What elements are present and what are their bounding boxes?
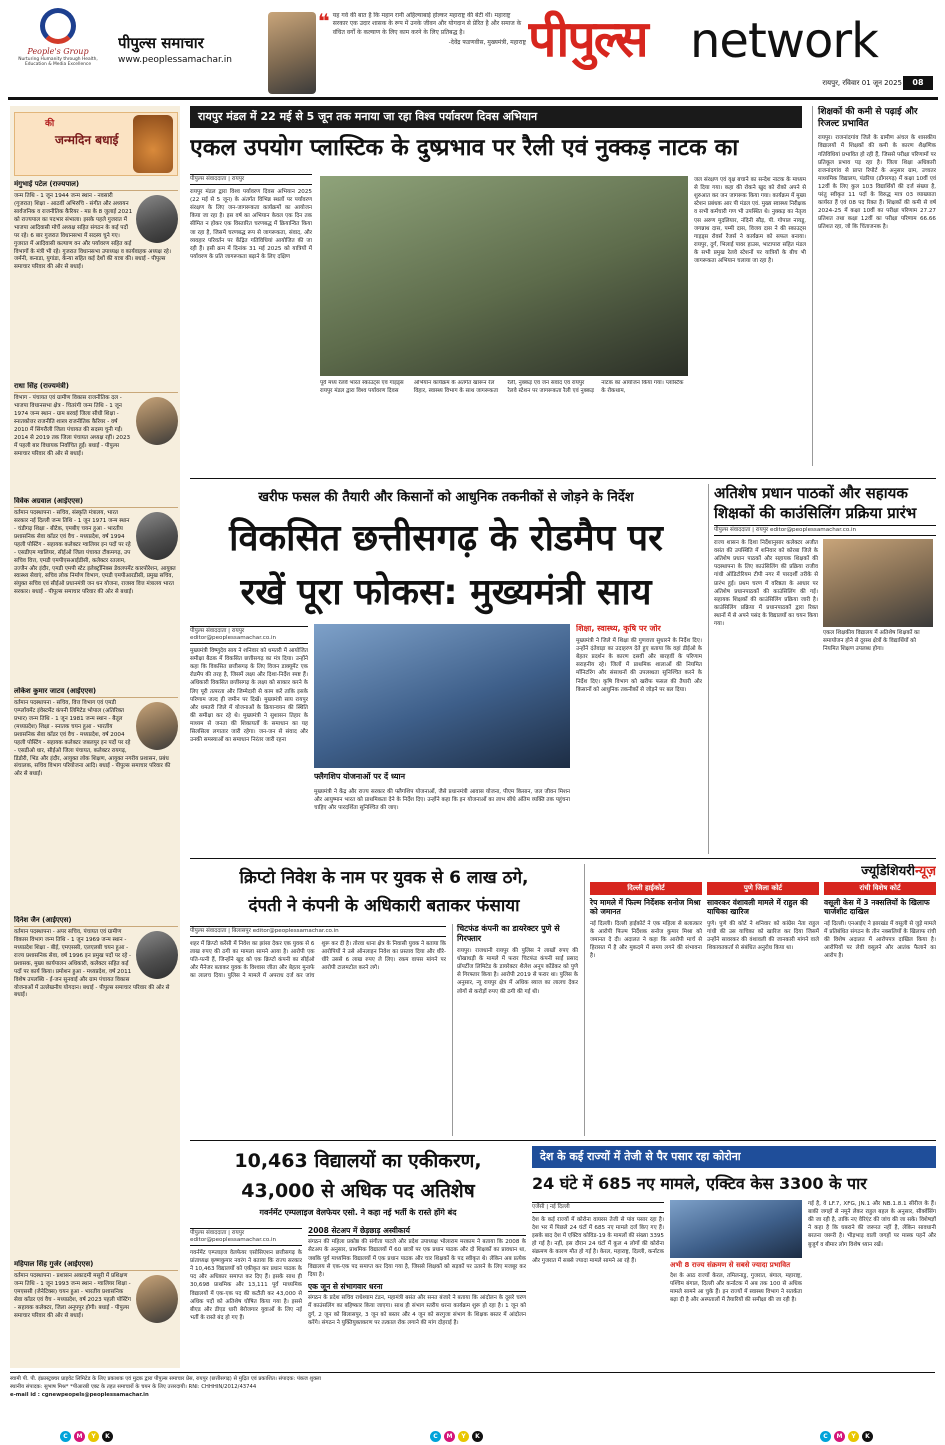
teachers-story xyxy=(812,106,936,466)
person-photo xyxy=(136,702,178,750)
judiciary-title-b: न्यूज़ xyxy=(914,864,936,879)
chitfund-headline: चिटफंड कंपनी का डायरेक्टर पुणे से गिरफ्तार xyxy=(457,924,560,943)
person-name: विवेक अग्रवाल (आईएएस) xyxy=(14,497,178,508)
cmyk-k: K xyxy=(102,1431,113,1442)
covid-side-kicker: अभी 8 राज्य संक्रमण से सबसे ज्यादा प्रभावित xyxy=(670,1261,791,1269)
imprint-line-1: स्वामी पी. पी. इंफ्रास्ट्रक्चर प्राइवेट लिमिटेड के लिए प्रकाशक एवं मुद्रक द्वारा पीपुल्स समाचार प्रेस, रायपुर (छत्तीसगढ़) से मुद्रित एवं प्रकाशित। संपादक: पंकज शुक्ला xyxy=(10,1376,321,1382)
schools-box2-text: संगठन के प्रदेश सचिव राधेश्याम टंडन, महामंत्री बसंत और सनत बंजारे ने बताया कि आंदोलन के दूसरे चरण में काउंसलिंग का बहिष्कार किया जाएगा। साथ ही संभाग स्तरीय धरना कार्यक्रम शुरू हो रहा है। 1 जून को दुर्ग, 2 जून को बिलासपुर, 3 जून को बस्तर और 4 जून को सरगुजा संभाग के शिक्षक बस्तर में आंदोलन करेंगे। संगठन ने युक्तियुक्तकरण पर तत्काल रोक लगाने की मांग दोहराई है। xyxy=(308,1295,526,1326)
cm-side-box xyxy=(576,624,702,854)
group-name: People's Group xyxy=(27,47,89,56)
crypto-body xyxy=(190,924,446,1136)
section-rule xyxy=(190,858,936,859)
schools-email[interactable]: editor@peoplessamachar.co.in xyxy=(190,1236,277,1243)
cm-meeting-photo xyxy=(314,624,570,768)
person-name: दिनेश जैन (आईएएस) xyxy=(14,916,178,927)
headmaster-text: राज्य शासन के दिशा निर्देशानुसार कलेक्टर अजीत वसंत की उपस्थिति में शनिवार को कोरबा जिले के अतिशेष प्रधान पाठकों और सहायक शिक्षकों की पदस्थापना के लिए काउंसिलिंग की प्रक्रिया राजीव गांधी ऑडिटोरियम टीपी नगर में पारदर्शी तरीके से प्रारंभ हुई। प्रथम चरण में वरिष्ठता के आधार पर अतिशेष प्रधानपाठकों की काउंसिलिंग की गई। सहायक शिक्षकों की काउंसिलिंग प्रक्रिया जारी है। काउंसिलिंग प्रक्रिया में प्रधानपाठकों द्वारा रिक्त स्थानों में से अपने पसंद के विद्यालयों का चयन किया गया। xyxy=(714,539,818,628)
teachers-text: रायपुर। राजनांदगांव जिले के ग्रामीण अंचल के शासकीय विद्यालयों में शिक्षकों की कमी के कारण शैक्षणिक गतिविधियां प्रभावित हो रही हैं, जिससे परीक्षा परिणामों पर प्रतिकूल प्रभाव पड़ रहा है। जिला शिक्षा अधिकारी राजनांदगांव से प्राप्त रिपोर्ट के अनुसार ग्राम, उच्चतर माध्यमिक विद्यालय, पंडरिया (डोंगरगढ़) में कक्षा 10वीं एवं 12वीं के लिए कुल 103 विद्यार्थियों की दर्ज संख्या है, परंतु स्वीकृत 11 पदों के विरुद्ध मात्र 03 व्याख्याता कार्यरत हैं एवं 08 पद रिक्त हैं। शिक्षकों की कमी से वर्ष 2024-25 में कक्षा 10वीं का परीक्षा परिणाम 27.27 प्रतिशत तथा कक्षा 12वीं का परीक्षा परिणाम 66.66 प्रतिशत रहा, जो कि चिंताजनक है। xyxy=(818,135,936,231)
judiciary-tag: पुणे जिला कोर्ट xyxy=(707,882,819,895)
person-name: मंगुभाई पटेल (राज्यपाल) xyxy=(14,180,178,191)
crypto-headline-2: दंपती ने कंपनी के अधिकारी बताकर फंसाया xyxy=(248,896,520,916)
cm-kicker: खरीफ फसल की तैयारी और किसानों को आधुनिक तकनीकों से जोड़ने के निर्देश xyxy=(258,490,634,505)
cmyk-y: Y xyxy=(458,1431,469,1442)
quote-box xyxy=(318,12,526,94)
person-bio: वर्तमान पदस्थापना - सचिव, वित्त विभाग एवं एमडी एम्प्लॉयमेंट इंवेस्टमेंट कंपनी लिमिटेड भोपाल (अतिरिक्त प्रभार) जन्म तिथि - 1 जून 1981 जन्म स्थान - बैतूल (मध्यप्रदेश) शिक्षा - स्नातक चयन हुआ - भारतीय प्रशासनिक सेवा कॉडर एवं वैच - मध्यप्रदेश, वर्ष 2004 पहली पोस्टिंग - सहायक कलेक्टर जबलपुर इन पदों पर रहे - एसडीओ धार, सीईओ जिला पंचायत, कलेक्टर रायगढ़, डिंडोरी, भिंड और इंदौर, आयुक्त लोक शिक्षण, आयुक्त नगरीय प्रशासन, प्रबंध संचालक, सचिव विभाग परियोजना आदि। बधाई - पीपुल्स समाचार परिवार की ओर से बधाई। xyxy=(14,699,171,778)
cmyk-c: C xyxy=(820,1431,831,1442)
cmyk-y: Y xyxy=(848,1431,859,1442)
birthday-person xyxy=(14,180,178,398)
headmaster-story xyxy=(708,484,936,854)
crypto-byline xyxy=(190,926,446,937)
judiciary-tag: दिल्ली हाईकोर्ट xyxy=(590,882,702,895)
headmaster-byline xyxy=(714,525,936,536)
imprint-footer xyxy=(10,1372,935,1428)
judiciary-tag: रांची विशेष कोर्ट xyxy=(824,882,936,895)
schools-boxes xyxy=(308,1226,526,1368)
judiciary-title xyxy=(590,864,936,880)
birthday-header xyxy=(14,112,178,176)
person-photo xyxy=(136,1275,178,1323)
story1-kicker: रायपुर मंडल में 22 मई से 5 जून तक मनाया जा रहा विश्व पर्यावरण दिवस अभियान xyxy=(190,106,802,128)
judiciary-title-a: ज्यूडिशियरी xyxy=(861,864,915,879)
schools-headline-1: 10,463 विद्यालयों का एकीकरण, xyxy=(234,1150,482,1172)
covid-byline: एजेंसी | नई दिल्ली xyxy=(532,1202,664,1213)
cm-text-flagship: मुख्यमंत्री ने केंद्र और राज्य सरकार की फ्लैगशिप योजनाओं, जैसे प्रधानमंत्री आवास योजना, पीएम किसान, जल जीवन मिशन और आयुष्मान भारत को प्राथमिकता देने के निर्देश दिए। उन्होंने कहा कि इन योजनाओं का लाभ सीधे अंतिम व्यक्ति तक पहुंचना चाहिए और पारदर्शिता सुनिश्चित की जाए। xyxy=(314,789,570,812)
headmaster-byline-text: पीपुल्स संवाददाता | रायपुर xyxy=(714,527,769,533)
cm-side-text: मुख्यमंत्री ने जिले में शिक्षा की गुणवत्ता सुधारने के निर्देश दिए। उन्होंने दंतेवाड़ा का उदाहरण देते हुए बताया कि वहां डीईओ के बेहतर प्रदर्शन के कारण दसवीं और बारहवीं के परिणाम सराहनीय रहे। जिलों में प्राथमिक शालाओं की नियमित मॉनिटरिंग और संसाधनों की उपलब्धता सुनिश्चित करने के निर्देश दिए। कृषि विभाग को खरीफ फसल की तैयारी और किसानों को आधुनिक तकनीकों से जोड़ने पर बल दिया। xyxy=(576,638,702,693)
birthday-person xyxy=(14,497,178,687)
judiciary-text: नई दिल्ली। एनआईए ने झारखंड में वसूली से जुड़े मामले में प्रतिबंधित संगठन के तीन नक्सलियों के खिलाफ रांची की विशेष अदालत में आरोपपत्र दाखिल किया है। आरोपियों पर लेवी वसूलने और आतंक फैलाने का आरोप है। xyxy=(824,920,936,960)
cmyk-marks xyxy=(60,1430,146,1442)
cm-byline-text: पीपुल्स संवाददाता | रायपुर xyxy=(190,628,245,634)
covid-side xyxy=(670,1200,802,1368)
cmyk-c: C xyxy=(430,1431,441,1442)
headmaster-headline: अतिशेष प्रधान पाठकों और सहायक शिक्षकों की काउंसिलिंग प्रक्रिया प्रारंभ xyxy=(714,484,917,522)
cmyk-m: M xyxy=(74,1431,85,1442)
covid-side-text: देश के आठ राज्यों केरल, तमिलनाडु, गुजरात, बंगाल, महाराष्ट्र, पश्चिम बंगाल, दिल्ली और कर्नाटक में अब तक 100 से अधिक मामले सामने आ चुके हैं। इन राज्यों में स्वास्थ्य विभाग ने सतर्कता बढ़ा दी है और अस्पतालों में तैयारियों की समीक्षा की जा रही है। xyxy=(670,1272,802,1304)
rally-photo xyxy=(320,176,688,376)
story1-headline: एकल उपयोग प्लास्टिक के दुष्प्रभाव पर रैली एवं नुक्कड़ नाटक का xyxy=(190,135,739,161)
cmyk-y: Y xyxy=(88,1431,99,1442)
person-bio: जन्म तिथि - 1 जून 1944 जन्म स्थान - नवसारी (गुजरात) शिक्षा - आठवीं अभिरुचि - संगीत और अध्ययन सार्वजनिक व राजनीतिक कैरियर - मप्र के 8 जुलाई 2021 को राज्यपाल का पदभार संभाला। इसके पहले गुजरात में भाजपा आदिवासी मोर्चे अध्यक्ष सहित संगठन के कई पदों पर रहे। 6 बार गुजरात विधानसभा में सदस्य चुने गए। गुजरात में आदिवासी कल्याण वन और पर्यावरण सहित कई विभागों के मंत्री भी रहे। गुजरात विधानसभा उपाध्यक्ष व कार्यवाहक अध्यक्ष रहे। जर्मनी, कनाडा, युगांडा, केन्या सहित कई देशों की यात्रा की। बधाई - पीपुल्स समाचार परिवार की ओर से बधाई। xyxy=(14,192,171,271)
quote-text: यह गर्व की बात है कि महान रानी अहिल्याबाई होल्कर महाराष्ट्र की बेटी थीं। महाराष्ट्र सरकार एक उदार शासक के रूप में उनके जीवन और योगदान से प्रेरित है और समाज के वंचित वर्गों के कल्याण के लिए काम करने के लिए प्रतिबद्ध है। xyxy=(332,12,522,36)
person-bio: वर्तमान पदस्थापना - प्रशासन अकादमी मसूरी में प्रशिक्षण जन्म तिथि - 1 जून 1993 जन्म स्थान - ग्वालियर शिक्षा - एमएससी (जेनेटिक्स) चयन हुआ - भारतीय प्रशासनिक सेवा कॉडर एवं वैच - मध्यप्रदेश, वर्ष 2023 पहली पोस्टिंग - सहायक कलेक्टर, जिला अनूपपुर होगी। बधाई - पीपुल्स समाचार परिवार की ओर से बधाई। xyxy=(14,1272,131,1319)
quote-author: -देवेंद्र फडणवीस, मुख्यमंत्री, महाराष्ट्र xyxy=(448,38,526,46)
vaccine-photo xyxy=(670,1200,802,1258)
cm-byline xyxy=(190,626,308,644)
page-number: 08 xyxy=(903,76,933,90)
story1-byline: पीपुल्स संवाददाता | रायपुर xyxy=(190,174,312,185)
headmaster-email[interactable]: editor@peoplessamachar.co.in xyxy=(770,527,857,533)
judiciary-headline: वसूली केस में 3 नक्सलियों के खिलाफ चार्जशीट दाखिल xyxy=(824,898,930,917)
story1-text-b: जल संरक्षण एवं वृक्ष बचाने का सन्देश नाटक के माध्यम से दिया गया। कहा की रोकने खुद को रोको अपने से शुरुआत कर जन जागरूक किया गया। कार्यक्रम में मुख्य स्टेशन प्रबंधक आर पी मंडल एवं. मुख्य स्वास्थ्य निरीक्षक व सभी कर्मचारी गण भी उपस्थित थे। नुक्कड़ का नेतृत्व एस अरुण मुदलियार, नंदिनी सौड़, पी. गोपाल नायडू, जगन्नाथ दास, पम्मी दास, विजय दास ने की स्काउट्स गाइड्स रोवर्स रेंजर्स ने कार्यक्रम को सफल बनाया। रायपुर, दुर्ग, भिलाई पावर हाउस, भाटापारा सहित मंडल के सभी प्रमुख रेलवे स्टेशनों पर यात्रियों के बीच भी जागरूकता अभियान चलाया जा रहा है। xyxy=(694,177,806,265)
teachers-headline: शिक्षकों की कमी से पढ़ाई और रिजल्ट प्रभावित xyxy=(818,107,918,130)
schools-box2-title: एक जून से संभागवार धरना xyxy=(308,1282,526,1292)
dateline: रायपुर, रविवार 01 जून 2025 xyxy=(822,79,902,87)
schools-byline-text: पीपुल्स संवाददाता | रायपुर xyxy=(190,1230,245,1236)
schools-box-text: संगठन की महिला प्रकोष्ठ की संगीता पाटले और प्रदेश उपाध्यक्ष भोलाराम मरकाम ने बताया कि 2008 के सेटअप के अनुसार, प्राथमिक विद्यालयों में 60 छात्रों पर एक प्रधान पाठक और दो शिक्षकों का प्रावधान था, जबकि पूर्व माध्यमिक विद्यालयों में एक प्रधान पाठक और चार शिक्षकों के पद स्वीकृत थे। लेकिन अब प्रत्येक विद्यालय से एक-एक पद समाप्त कर दिया गया है, जिससे शिक्षकों को सड़कों पर उतरने के लिए मजबूर कर दिया है। xyxy=(308,1239,526,1278)
cmyk-k: K xyxy=(472,1431,483,1442)
cmyk-c: C xyxy=(60,1431,71,1442)
paper-brand xyxy=(118,34,268,74)
story1-text-a: रायपुर मंडल द्वारा विश्व पर्यावरण दिवस अभियान 2025 (22 मई से 5 जून) के अंतर्गत विभिन्न स्थलों पर पर्यावरण संरक्षण के लिए जन-जागरूकता कार्यक्रमों का आयोजन किया जा रहा है। इस वर्ष का अभियान केवल एक दिन तक सीमित न होकर एक विस्तारित चरणबद्ध में क्रियान्वित किया जा रहा है, जिसमें चरणबद्ध रूप से जागरूकता, संवाद, और व्यवहार परिवर्तन पर केंद्रित गतिविधियां आयोजित की जा रही हैं। इसी क्रम में दिनांक 31 मई 2025 को यात्रियों में पर्यावरण के प्रति जागरूकता बढ़ाने के लिए दक्षिण xyxy=(190,188,312,260)
imprint-line-2: स्थानीय संपादक: सुभाष मिश्र* *पीआरबी एक्ट के तहत समाचारों के चयन के लिए उत्तरदायी। RNI: CHHHIN/2012/43744 xyxy=(10,1384,257,1391)
judiciary-headline: सावरकर वंशावली मामले में राहुल की याचिका खारिज xyxy=(707,898,808,917)
counseling-photo xyxy=(823,539,933,627)
crypto-byline-text: पीपुल्स संवाददाता | बिलासपुर xyxy=(190,928,251,934)
group-logo-icon xyxy=(40,8,76,44)
cm-side-kicker: शिक्षा, स्वास्थ्य, कृषि पर जोर xyxy=(576,624,661,633)
person-bio: वर्तमान पदस्थापना - अपर सचिव, पंचायत एवं ग्रामीण विकास विभाग जन्म तिथि - 1 जून 1969 जन्म स्थान - मध्यप्रदेश शिक्षा - बीई, एमएससी, एलएलबी चयन हुआ - राज्य प्रशासनिक सेवा, वर्ष 1996 इन प्रमुख पदों पर रहे - प्रशासक, मुख्य कार्यपालन अधिकारी, कलेक्टर सहित कई पदों पर कार्य किया। प्रमोशन हुआ - मध्यप्रदेश, वर्ष 2011 विशेष उपलब्धि - ई-जन सुनवाई और ग्राम पंचायत विकास योजनाओं में उल्लेखनीय योगदान। बधाई - पीपुल्स समाचार परिवार की ओर से बधाई। xyxy=(14,928,170,999)
cm-portrait xyxy=(268,12,316,94)
group-tagline: Nurturing Humanity through Health, Education & Media Excellence xyxy=(18,57,98,68)
covid-headline: 24 घंटे में 685 नए मामले, एक्टिव केस 3300 के पार xyxy=(532,1174,867,1193)
section-rule xyxy=(190,478,936,479)
birthday-person xyxy=(14,382,178,496)
cake-icon xyxy=(133,115,173,173)
person-bio: वर्तमान पदस्थापना - सचिव, संस्कृति मंत्रालय, भारत सरकार नई दिल्ली जन्म तिथि - 1 जून 1971 जन्म स्थान - चंडीगढ़ शिक्षा - बीटेक, एमबीए चयन हुआ - भारतीय प्रशासनिक सेवा कॉडर एवं वैच - मध्यप्रदेश, वर्ष 1994 पहली पोस्टिंग - सहायक कलेक्टर ग्वालियर इन पदों पर रहे - एसडीएम ग्वालियर, सीईओ जिला पंचायत टीकमगढ़, उप सचिव वित्त, एमडी एमपीएसआईडीसी, कलेक्टर रतलाम, उज्जैन और इंदौर, एमडी एमपी स्टेट इलेक्ट्रॉनिक्स डेवलपमेंट कारपोरेशन, आयुक्त स्वास्थ्य सेवाएं, सचिव लोक निर्माण विभाग, एमडी एमपीआरडीसी, प्रमुख सचिव, संयुक्त सचिव एवं सीईओ प्रधानमंत्री जन धन योजना, राजस्व वित्त मंत्रालय भारत सरकार। बधाई - पीपुल्स समाचार परिवार की ओर से बधाई। xyxy=(14,509,176,596)
story1-body-left xyxy=(190,172,312,476)
cm-body-left xyxy=(190,624,308,854)
covid-text-b: गई है, वे LF.7, XFG, JN.1 और NB.1.8.1 सीरीज के हैं। बाकी जगहों से नमूने लेकर राहुल बहल के अनुसार, सीक्वेंसिंग की जा रही है, ताकि नए वेरिएंट की जांच की जा सके। विशेषज्ञों ने कहा है कि घबराने की जरूरत नहीं है, लेकिन सावधानी बरतना जरूरी है। भीड़भाड़ वाली जगहों पर मास्क पहनें और बुजुर्ग व बीमार लोग विशेष ध्यान रखें। xyxy=(808,1201,936,1248)
person-bio: विभाग - पंचायत एवं ग्रामीण विकास राजनीतिक दल - भाजपा विधानसभा क्षेत्र - चितरंगी जन्म तिथि - 1 जून 1974 जन्म स्थान - ग्राम बरवई जिला सीधी शिक्षा - स्नातकोत्तर राजनीति शास्त्र राजनीतिक कैरियर - वर्ष 2010 में सिंगरौली जिला पंचायत की सदस्य चुनी गईं। 2014 से 2019 तक जिला पंचायत अध्यक्ष रहीं। 2023 में पहली बार विधायक निर्वाचित हुईं। बधाई - पीपुल्स समाचार परिवार की ओर से बधाई। xyxy=(14,394,131,457)
covid-text-a: देश के कई राज्यों में कोरोना वायरस तेजी से पांव पसार रहा है। देश भर में पिछले 24 घंटों में 685 नए मामले दर्ज किए गए हैं। इसके बाद देश में एक्टिव कोविड-19 के मामलों की संख्या 3395 हो गई है। नहीं, इस दौरान 24 घंटों में कुल 4 लोगों की कोरोना संक्रमण के कारण मौत हो गई है। केरल, महाराष्ट्र, दिल्ली, कर्नाटक और गुजरात में सबसे ज्यादा मामले सामने आ रहे हैं। xyxy=(532,1216,664,1264)
page-title-hindi: पीपुल्स xyxy=(528,9,647,68)
cm-email[interactable]: editor@peoplessamachar.co.in xyxy=(190,634,277,641)
page-title-english: network xyxy=(690,13,878,69)
masthead-rule xyxy=(8,97,938,100)
judiciary-item xyxy=(824,882,936,960)
person-name: लोकेश कुमार जाटव (आईएएस) xyxy=(14,687,178,698)
judiciary-text: नई दिल्ली। दिल्ली हाईकोर्ट ने एक महिला से बलात्कार के आरोपी फिल्म निर्देशक सनोज कुमार मिश्रा को जमानत दे दी। अदालत ने कहा कि आरोपी मार्च से हिरासत में है और मुकदमे में समय लगने की संभावना है। xyxy=(590,920,702,960)
person-name: राधा सिंह (राज्यमंत्री) xyxy=(14,382,178,393)
judiciary-section xyxy=(584,864,936,1136)
covid-kicker: देश के कई राज्यों में तेजी से पैर पसार रहा कोरोना xyxy=(532,1146,936,1168)
schools-body xyxy=(190,1226,302,1368)
headmaster-photo-caption: एकल शिक्षकीय विद्यालय में अतिशेष शिक्षकों का समायोजन होने से दूरस्थ क्षेत्रों के विद्यार्थियों को नियमित शिक्षण उपलब्ध होगा। xyxy=(823,629,920,652)
judiciary-item xyxy=(590,882,702,960)
judiciary-item xyxy=(707,882,819,960)
cmyk-marks xyxy=(430,1430,516,1442)
cmyk-m: M xyxy=(834,1431,845,1442)
schools-subhead: गवर्नमेंट एम्पलाइज वेलफेयर एसो. ने कहा नई भर्ती के रास्ते होंगे बंद xyxy=(259,1208,457,1217)
birthday-person xyxy=(14,916,178,1256)
group-logo xyxy=(8,6,108,98)
chitfund-box xyxy=(452,924,578,1136)
imprint-email[interactable]: e-mail id : cgnewpeopels@peoplessamachar.in xyxy=(10,1392,149,1399)
birthday-person xyxy=(14,1260,178,1368)
chitfund-text: रायपुर। राजधानी रायपुर की पुलिस ने लाखों रुपए की धोखाधड़ी के मामले में फरार चिटफंड कंपनी साईं प्रसाद प्रॉपर्टीज लिमिटेड के डायरेक्टर शैलेश अनूप कोंडेकर को पुणे से गिरफ्तार किया है। आरोपी 2019 से फरार था। पुलिस के अनुसार, न्यू रायपुर क्षेत्र में अधिक ब्याज का लालच देकर लोगों से करोड़ों रुपए की ठगी की गई थी। xyxy=(457,948,578,995)
cmyk-marks xyxy=(820,1430,906,1442)
paper-name: पीपुल्स समाचार xyxy=(118,34,204,52)
cm-headline-1: विकसित छत्तीसगढ़ के रोडमैप पर xyxy=(229,518,663,559)
covid-body xyxy=(532,1200,664,1368)
crypto-email[interactable]: editor@peoplessamachar.co.in xyxy=(252,928,339,934)
person-photo xyxy=(136,512,178,560)
crypto-headline-1: क्रिप्टो निवेश के नाम पर युवक से 6 लाख ठगे, xyxy=(239,868,529,888)
judiciary-text: पुणे। पुणे की कोर्ट ने शनिवार को कांग्रेस नेता राहुल गांधी की उस याचिका को खारिज कर दिया जिसमें उन्होंने सावरकर की वंशावली की जानकारी मांगने वाले शिकायतकर्ता से संबंधित अनुरोध किया था। xyxy=(707,920,819,952)
person-photo xyxy=(136,195,178,243)
crypto-text: शहर में क्रिप्टो करेंसी में निवेश का झांसा देकर एक युवक से 6 लाख रुपए की ठगी का मामला सामने आया है। आरोपी एक पति-पत्नी हैं, जिन्होंने खुद को एक क्रिप्टो कंपनी का सीईओ और मैनेजर बताकर युवक के विश्वास जीता और बेहतर मुनाफे का लालच दिया। पुलिस ने मामले में अपराध दर्ज कर जांच शुरू कर दी है। तोरवा थाना क्षेत्र के निवासी युवक ने बताया कि आरोपियों ने उसे ऑनलाइन निवेश का प्रस्ताव दिया और धीरे-धीरे उससे 6 लाख रुपए ले लिए। रकम वापस मांगने पर आरोपी टालमटोल करने लगे। xyxy=(190,940,446,980)
section-rule xyxy=(190,1140,936,1141)
schools-box-title: 2008 सेटअप में छेड़छाड़ अस्वीकार्य xyxy=(308,1226,526,1236)
cm-photo-caption: फ्लैगशिप योजनाओं पर दें ध्यान xyxy=(314,772,406,781)
person-name: महिपाल सिंह गुर्जर (आईएएस) xyxy=(14,1260,178,1271)
birthday-person xyxy=(14,687,178,912)
birthday-header-title: जन्मदिन बधाई xyxy=(55,133,119,148)
quote-mark-icon: ❝ xyxy=(318,12,330,33)
cmyk-m: M xyxy=(444,1431,455,1442)
story1-caption: पूर्व मध्य रेलवे भारत स्काउट्स एवं गाइड्स रायपुर मंडल द्वारा विश्व पर्यावरण दिवस अभियान कार्यक्रम के अंतर्गत खारून रेल विहार, स्वास्थ्य विभाग के साथ जागरूकता रैली, नुक्कड़ एवं जन संवाद एवं रायपुर रेलवे स्टेशन पर जागरूकता रैली एवं नुक्कड़ नाटक का आयोजन किया गया। प्लास्टिक के रोकथाम, xyxy=(320,380,684,394)
cm-headline-2: रखें पूरा फोकस: मुख्यमंत्री साय xyxy=(240,572,652,613)
schools-headline-2: 43,000 से अधिक पद अतिशेष xyxy=(241,1180,475,1202)
judiciary-headline: रेप मामले में फिल्म निर्देशक सनोज मिश्रा को जमानत xyxy=(590,898,701,917)
cm-text-a: मुख्यमंत्री विष्णुदेव साय ने शनिवार को धमतरी में आयोजित समीक्षा बैठक में विकसित छत्तीसगढ़ का मंत्र दिया। उन्होंने कहा कि विकसित छत्तीसगढ़ के लिए विजन डाक्यूमेंट एक रोडमैप की तरह है, जिसमें लक्ष्य और दिशा-निर्देश स्पष्ट हैं। अधिकारी विकसित छत्तीसगढ़ के लक्ष्य को साकार करने के लिए पूरी तत्परता और जिम्मेदारी से काम करें ताकि इसके परिणाम जल्द ही जमीन पर दिखें। मुख्यमंत्री साय रायपुर और धमतरी जिले में योजनाओं के क्रियान्वयन की स्थिति की समीक्षा कर रहे थे। मुख्यमंत्री ने सुशासन तिहार के माध्यम से जनता की शिकायतों के समाधान का यह सिलसिला लगातार जारी रहेगा। जन-जन से संवाद और उनकी समस्याओं का समाधान निरंतर जारी रहना xyxy=(190,647,308,744)
person-photo xyxy=(136,397,178,445)
schools-byline xyxy=(190,1228,302,1246)
person-photo xyxy=(136,931,178,979)
birthday-header-small: की xyxy=(45,119,55,129)
schools-text: गवर्नमेंट एम्प्लाइज वेलफेयर एसोसिएशन छत्तीसगढ़ के प्रांताध्यक्ष कृष्णकुमार नवरंग ने बताया कि राज्य सरकार ने 10,463 विद्यालयों को एकीकृत कर प्रधान पाठक के पद और अधिकार समाप्त कर दिए हैं। इसके साथ ही 30,698 प्राथमिक और 13,111 पूर्व माध्यमिक विद्यालयों में एक-एक पद की कटौती कर 43,000 से अधिक पदों को अतिशेष घोषित किया गया है। इससे बीएड और डीएड धारी बेरोजगार युवाओं के लिए नई भर्ती के रास्ते बंद हो गए हैं। xyxy=(190,1249,302,1321)
paper-website[interactable]: www.peoplessamachar.in xyxy=(118,54,232,65)
cmyk-k: K xyxy=(862,1431,873,1442)
